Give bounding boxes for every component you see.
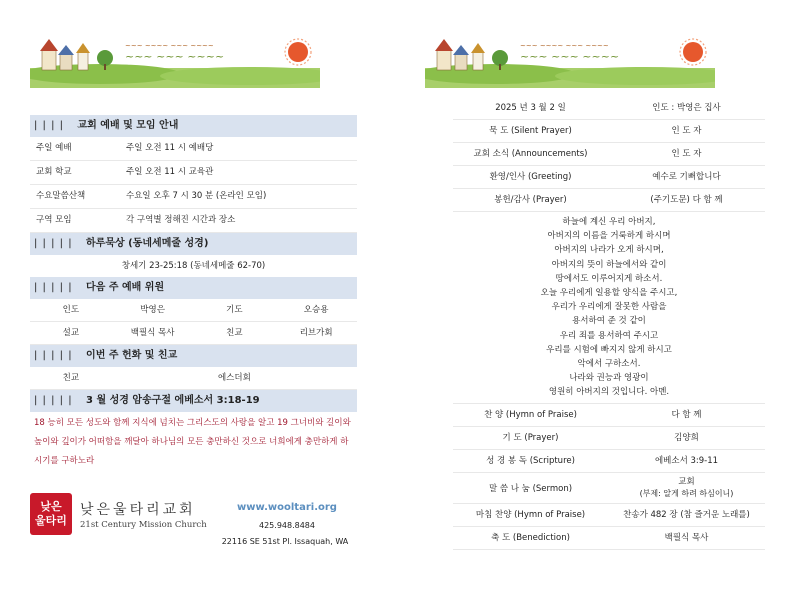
section-bars: | | | | <box>34 120 65 131</box>
schedule-row <box>30 161 357 185</box>
order-row <box>453 427 765 450</box>
church-logo <box>30 493 72 535</box>
order-value: 다 함 께 <box>671 409 702 420</box>
service-leader: 인도 : 박영은 집사 <box>652 103 721 113</box>
servers-cell: 백필식 목사 <box>130 328 175 338</box>
schedule-value: 주일 오전 11 시 교육관 <box>126 167 214 177</box>
section-header-worship <box>30 115 357 137</box>
banner-illustration <box>425 30 715 88</box>
order-value: 에베소서 3:9-11 <box>654 455 719 466</box>
order-item: 찬 양 (Hymn of Praise) <box>484 409 577 420</box>
service-date: 2025 년 3 월 2 일 <box>495 103 566 113</box>
sermon-subtitle: (부제: 알게 하려 하심이니) <box>639 488 734 498</box>
order-item: 축 도 (Benediction) <box>491 532 570 543</box>
announcements-panel <box>30 115 357 471</box>
church-name: 낮은울타리교회 <box>80 502 196 518</box>
section-title: 다음 주 예배 위원 <box>86 282 165 293</box>
order-item: 봉헌/감사 (Prayer) <box>494 195 567 205</box>
section-title: 교회 예배 및 모임 안내 <box>77 120 179 131</box>
prayer-line: 아버지의 나라가 오게 하시며, <box>554 245 664 256</box>
servers-cell: 리브가회 <box>299 328 333 338</box>
section-bars: | | | | | <box>34 395 73 406</box>
order-value <box>608 476 765 500</box>
order-row-sermon <box>453 473 765 504</box>
schedule-label: 교회 학교 <box>36 167 72 177</box>
prayer-line: 영원히 아버지의 것입니다. 아멘. <box>548 387 670 398</box>
svg-text:~~~ ~~~ ~~~~: ~~~ ~~~ ~~~~ <box>125 50 225 63</box>
order-header-row <box>453 97 765 120</box>
order-value: 인 도 자 <box>671 126 702 136</box>
logo-text-line2: 울타리 <box>35 514 67 527</box>
prayer-line: 땅에서도 이루어지게 하소서. <box>555 273 663 284</box>
memory-verse-text: 18 능히 모든 성도와 함께 지식에 넘치는 그리스도의 사랑을 알고 19 그너비와 길이와 높이와 깊이가 어떠함을 깨달아 하나님의 모든 충만하신 것으로 너희에게 충만하게 하시기를 구하노라 <box>34 418 351 466</box>
prayer-line: 악에서 구하소서. <box>577 359 641 370</box>
order-item: 말 씀 나 눔 (Sermon) <box>488 483 573 494</box>
section-header-devotion <box>30 233 357 255</box>
schedule-row <box>30 209 357 233</box>
order-item: 묵 도 (Silent Prayer) <box>489 126 572 136</box>
order-end-rows <box>453 504 765 550</box>
section-header-next-week <box>30 277 357 299</box>
order-bottom-rows <box>453 404 765 473</box>
servers-cell: 친교 <box>226 328 243 338</box>
order-row <box>453 404 765 427</box>
svg-text:~~~ ~~~~ ~~~ ~~~~: ~~~ ~~~~ ~~~ ~~~~ <box>125 42 214 50</box>
order-item: 마침 찬양 (Hymn of Praise) <box>475 509 586 520</box>
schedule-label: 수요말씀산책 <box>36 191 86 201</box>
order-value: 김양희 <box>674 432 699 443</box>
website-link[interactable]: www.wooltari.org <box>237 502 337 513</box>
church-english-name: 21st Century Mission Church <box>80 520 207 530</box>
sermon-title: 교회 <box>678 476 695 487</box>
order-row <box>453 189 765 212</box>
svg-text:~~~ ~~~ ~~~~: ~~~ ~~~ ~~~~ <box>520 50 620 63</box>
prayer-line: 우리 죄를 용서하여 주시고 <box>559 330 659 341</box>
servers-cell: 기도 <box>226 305 243 315</box>
fellowship-value: 에스더회 <box>217 373 251 383</box>
prayer-line: 용서하여 준 것 같이 <box>572 316 646 327</box>
schedule-label: 구역 모임 <box>36 215 72 225</box>
devotion-reading: 창세기 23-25:18 (동네세메줄 62-70) <box>121 261 266 271</box>
prayer-line: 우리를 시험에 빠지지 않게 하시고 <box>546 344 672 355</box>
order-value: 백필식 목사 <box>664 532 709 543</box>
section-header-flowers <box>30 345 357 367</box>
order-row <box>453 143 765 166</box>
servers-cell: 오승용 <box>303 305 329 315</box>
section-bars: | | | | | <box>34 238 73 249</box>
section-title: 하루묵상 (동네세메줄 성경) <box>86 238 209 249</box>
church-address: 22116 SE 51st Pl. Issaquah, WA <box>221 537 349 546</box>
banner-illustration <box>30 30 320 88</box>
order-row <box>453 450 765 473</box>
schedule-value: 수요일 오후 7 시 30 분 (온라인 모임) <box>126 191 267 201</box>
worship-schedule <box>30 137 357 233</box>
prayer-line: 우리가 우리에게 잘못한 사람을 <box>551 302 667 313</box>
order-item: 기 도 (Prayer) <box>502 432 559 443</box>
order-row <box>453 504 765 527</box>
prayer-line: 하늘에 계신 우리 아버지, <box>562 217 656 227</box>
section-bars: | | | | | <box>34 350 73 361</box>
order-row <box>453 527 765 550</box>
order-item: 교회 소식 (Announcements) <box>473 149 588 159</box>
order-value: 찬송가 482 장 (참 즐거운 노래를) <box>623 509 750 520</box>
order-item: 환영/인사 (Greeting) <box>489 172 572 182</box>
phone-number: 425.948.8484 <box>259 521 315 530</box>
order-top-rows <box>453 120 765 212</box>
servers-cell: 박영은 <box>140 305 165 315</box>
prayer-line: 오늘 우리에게 일용할 양식을 주시고, <box>540 288 678 299</box>
order-row <box>453 166 765 189</box>
order-value: 인 도 자 <box>671 149 702 159</box>
order-row <box>453 120 765 143</box>
schedule-row <box>30 185 357 209</box>
servers-row <box>30 322 357 345</box>
order-value: (주기도문) 다 함 께 <box>650 195 723 205</box>
svg-text:~~~ ~~~~ ~~~ ~~~~: ~~~ ~~~~ ~~~ ~~~~ <box>520 42 609 50</box>
lords-prayer <box>453 212 765 404</box>
prayer-line: 아버지의 뜻이 하늘에서와 같이 <box>551 259 667 270</box>
schedule-value: 주일 오전 11 시 예배당 <box>126 143 214 153</box>
servers-row <box>30 299 357 322</box>
logo-text-line1: 낮은 <box>40 500 62 513</box>
section-header-memory-verse <box>30 390 357 412</box>
section-title: 3 월 성경 암송구절 에베소서 3:18-19 <box>86 395 260 406</box>
section-bars: | | | | | <box>34 282 73 293</box>
schedule-value: 각 구역별 정해진 시간과 장소 <box>126 215 236 225</box>
next-week-servers <box>30 299 357 345</box>
fellowship-label: 친교 <box>62 373 80 383</box>
prayer-line: 아버지의 이름을 거룩하게 하시며 <box>547 231 671 242</box>
schedule-label: 주일 예배 <box>36 143 72 153</box>
prayer-line: 나라와 권능과 영광이 <box>569 373 649 384</box>
order-value: 예수로 기뻐합니다 <box>652 172 721 182</box>
servers-cell: 인도 <box>62 305 80 315</box>
servers-cell: 설교 <box>62 328 80 338</box>
section-title: 이번 주 헌화 및 친교 <box>86 350 178 361</box>
order-of-worship <box>453 97 765 550</box>
schedule-row <box>30 137 357 161</box>
fellowship-row <box>30 367 357 390</box>
order-item: 성 경 봉 독 (Scripture) <box>486 455 575 466</box>
